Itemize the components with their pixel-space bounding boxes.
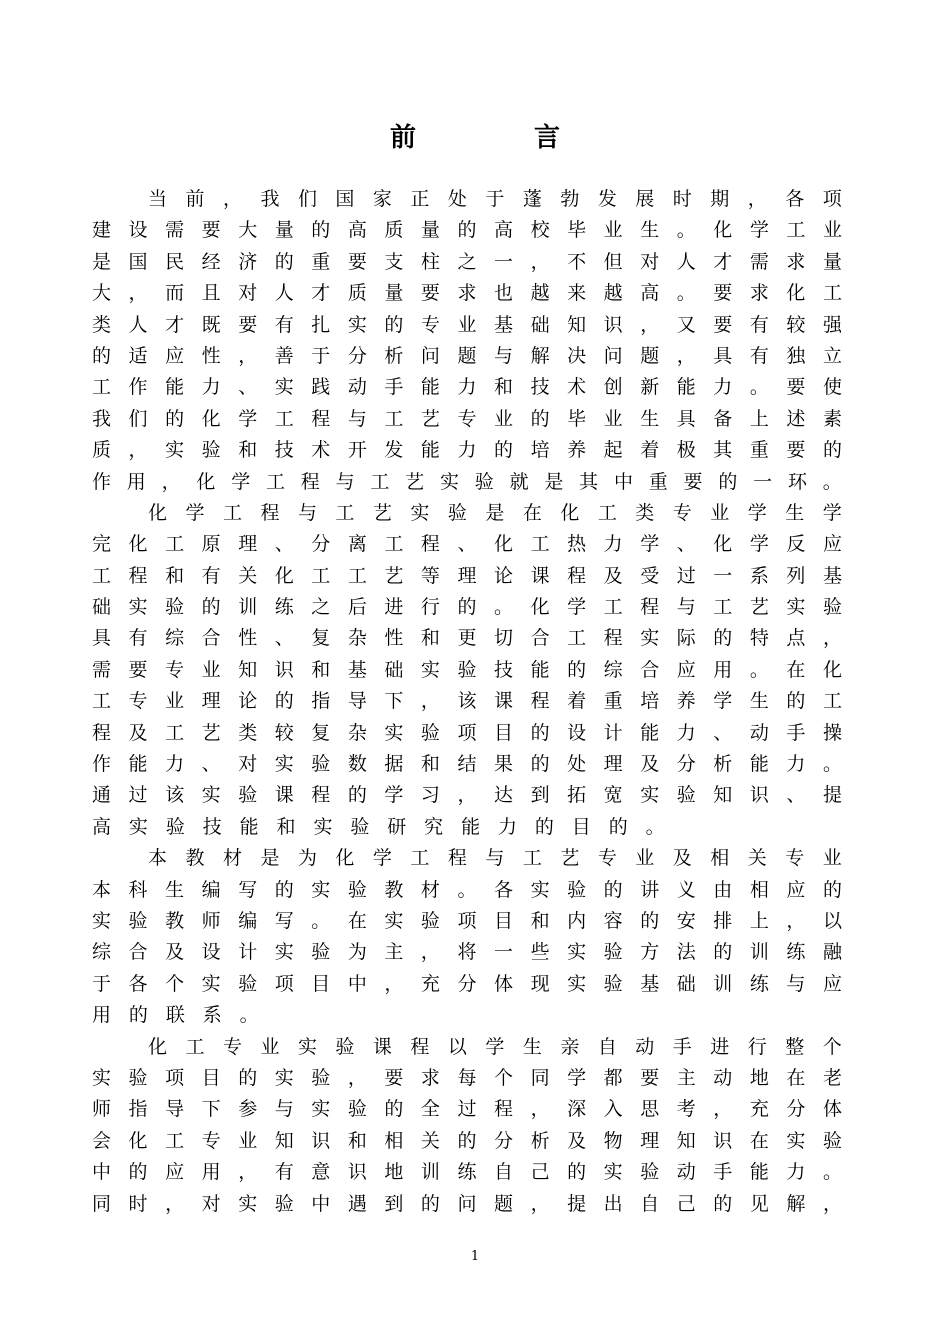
text-line: 工 专 业 理 论 的 指 导 下 ， 该 课 程 着 重 培 养 学 生 的 工	[92, 690, 842, 713]
text-line: 大 ， 而 且 对 人 才 质 量 要 求 也 越 来 越 高 。 要 求 化 工	[92, 282, 842, 305]
page-title: 前 言	[389, 123, 606, 153]
text-line: 实 验 项 目 的 实 验 ， 要 求 每 个 同 学 都 要 主 动 地 在 老	[92, 1066, 842, 1089]
text-line: 综 合 及 设 计 实 验 为 主 ， 将 一 些 实 验 方 法 的 训 练 融	[92, 941, 842, 964]
text-line: 同 时 ， 对 实 验 中 遇 到 的 问 题 ， 提 出 自 己 的 见 解 ，	[92, 1192, 842, 1215]
text-line: 完 化 工 原 理 、 分 离 工 程 、 化 工 热 力 学 、 化 学 反 应	[92, 533, 842, 556]
text-line: 会 化 工 专 业 知 识 和 相 关 的 分 析 及 物 理 知 识 在 实 验	[92, 1129, 842, 1152]
text-line: 当 前 ， 我 们 国 家 正 处 于 蓬 勃 发 展 时 期 ， 各 项	[148, 188, 842, 210]
text-line: 实 验 教 师 编 写 。 在 实 验 项 目 和 内 容 的 安 排 上 ， 以	[92, 909, 842, 932]
text-line: 的 适 应 性 ， 善 于 分 析 问 题 与 解 决 问 题 ， 具 有 独 立	[92, 344, 842, 367]
text-line: 我 们 的 化 学 工 程 与 工 艺 专 业 的 毕 业 生 具 备 上 述 素	[92, 407, 842, 430]
text-line: 高 实 验 技 能 和 实 验 研 究 能 力 的 目 的 。	[92, 815, 665, 838]
text-line: 作 能 力 、 对 实 验 数 据 和 结 果 的 处 理 及 分 析 能 力 。	[92, 753, 842, 776]
text-line: 具 有 综 合 性 、 复 杂 性 和 更 切 合 工 程 实 际 的 特 点 ，	[92, 627, 842, 650]
text-line: 于 各 个 实 验 项 目 中 ， 充 分 体 现 实 验 基 础 训 练 与 应	[92, 972, 842, 995]
text-line: 师 指 导 下 参 与 实 验 的 全 过 程 ， 深 入 思 考 ， 充 分 体	[92, 1098, 842, 1121]
text-line: 通 过 该 实 验 课 程 的 学 习 ， 达 到 拓 宽 实 验 知 识 、 提	[92, 784, 842, 807]
text-line: 用 的 联 系 。	[92, 1004, 259, 1027]
page-number: 1	[470, 1249, 480, 1264]
text-line: 中 的 应 用 ， 有 意 识 地 训 练 自 己 的 实 验 动 手 能 力 。	[92, 1161, 842, 1184]
text-line: 本 科 生 编 写 的 实 验 教 材 。 各 实 验 的 讲 义 由 相 应 的	[92, 878, 842, 901]
text-line: 工 作 能 力 、 实 践 动 手 能 力 和 技 术 创 新 能 力 。 要 使	[92, 376, 842, 399]
text-line: 建 设 需 要 大 量 的 高 质 量 的 高 校 毕 业 生 。 化 学 工 业	[92, 219, 842, 242]
text-line: 本 教 材 是 为 化 学 工 程 与 工 艺 专 业 及 相 关 专 业	[148, 847, 842, 870]
text-line: 类 人 才 既 要 有 扎 实 的 专 业 基 础 知 识 ， 又 要 有 较 强	[92, 313, 842, 336]
text-line: 程 及 工 艺 类 较 复 杂 实 验 项 目 的 设 计 能 力 、 动 手 操	[92, 721, 842, 744]
preface-body	[92, 184, 842, 1220]
text-line: 作 用 ， 化 学 工 程 与 工 艺 实 验 就 是 其 中 重 要 的 一 环 。	[92, 470, 842, 493]
text-line: 工 程 和 有 关 化 工 工 艺 等 理 论 课 程 及 受 过 一 系 列 基	[92, 564, 842, 587]
text-line: 质 ， 实 验 和 技 术 开 发 能 力 的 培 养 起 着 极 其 重 要 的	[92, 439, 842, 462]
text-line: 是 国 民 经 济 的 重 要 支 柱 之 一 ， 不 但 对 人 才 需 求 量	[92, 250, 842, 273]
text-line: 化 工 专 业 实 验 课 程 以 学 生 亲 自 动 手 进 行 整 个	[148, 1035, 842, 1058]
text-line: 化 学 工 程 与 工 艺 实 验 是 在 化 工 类 专 业 学 生 学	[148, 501, 842, 524]
text-line: 础 实 验 的 训 练 之 后 进 行 的 。 化 学 工 程 与 工 艺 实 验	[92, 596, 842, 619]
text-line: 需 要 专 业 知 识 和 基 础 实 验 技 能 的 综 合 应 用 。 在 化	[92, 658, 842, 681]
